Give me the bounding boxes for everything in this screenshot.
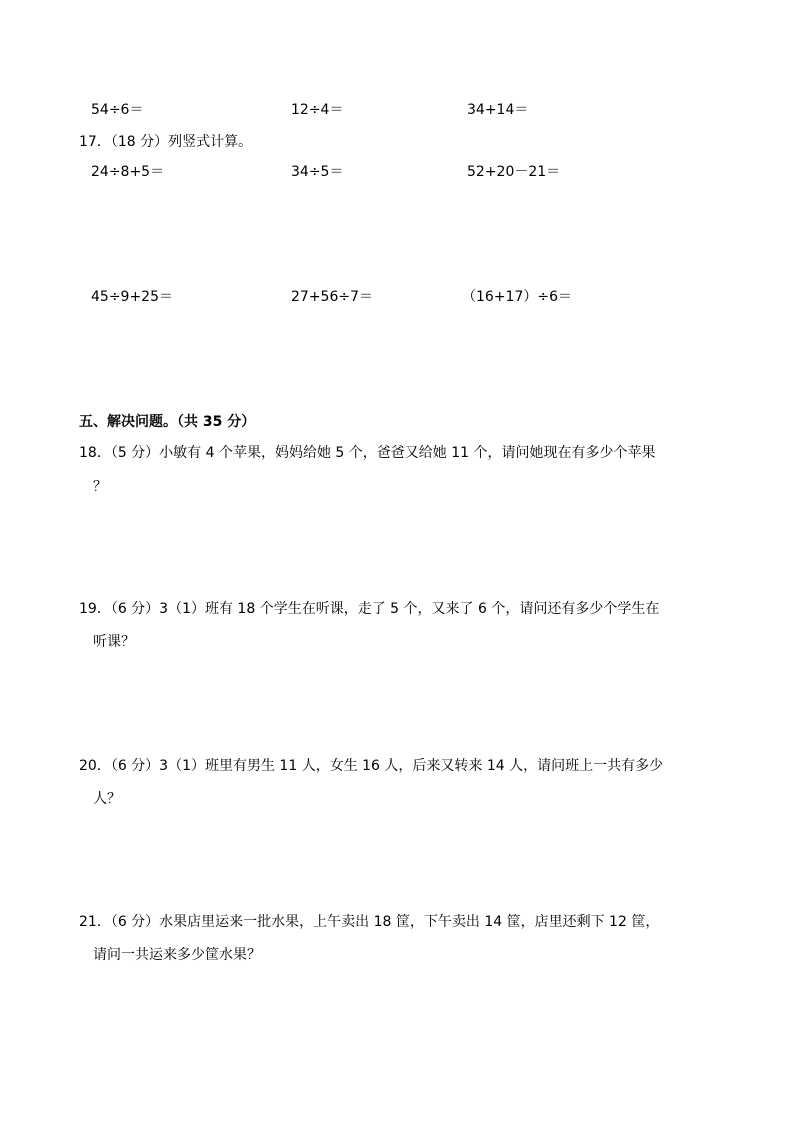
- q17-row-1: [0, 161, 794, 183]
- problem-34-div-5: 34÷5＝: [291, 164, 344, 180]
- q21-line-1: 21．（6 分）水果店里运来一批水果，上午卖出 18 筐，下午卖出 14 筐，店里还剩下 12 筐，: [79, 914, 660, 930]
- problem-27-plus-56-div-7: 27+56÷7＝: [291, 289, 373, 305]
- problem-52-plus-20-minus-21: 52+20－21＝: [467, 164, 561, 180]
- q18-line-1: 18．（5 分）小敏有 4 个苹果，妈妈给她 5 个，爸爸又给她 11 个，请问她现在有多少个苹果: [79, 445, 656, 461]
- q19-line-2: 听课？: [93, 634, 135, 650]
- problem-54-div-6: 54÷6＝: [91, 102, 144, 118]
- q17-row-2: [0, 286, 794, 308]
- problem-34-plus-14: 34+14＝: [467, 102, 529, 118]
- problem-45-div-9-plus-25: 45÷9+25＝: [91, 289, 173, 305]
- q19-line-1: 19．（6 分）3（1）班有 18 个学生在听课，走了 5 个，又来了 6 个，请问还有多少个学生在: [79, 601, 660, 617]
- section-5-title: 五、解决问题。（共 35 分）: [79, 414, 256, 430]
- problem-12-div-4: 12÷4＝: [291, 102, 344, 118]
- q18-line-2: ？: [93, 479, 107, 495]
- problem-24-div-8-plus-5: 24÷8+5＝: [91, 164, 165, 180]
- q20-line-1: 20．（6 分）3（1）班里有男生 11 人，女生 16 人，后来又转来 14 人，请问班上一共有多少: [79, 758, 664, 774]
- calc-row-top: [0, 99, 794, 121]
- q20-line-2: 人？: [93, 791, 121, 807]
- q17-header: 17．（18 分）列竖式计算。: [79, 134, 253, 150]
- problem-16-plus-17-div-6: （16+17）÷6＝: [462, 289, 572, 305]
- q21-line-2: 请问一共运来多少筐水果？: [93, 947, 261, 963]
